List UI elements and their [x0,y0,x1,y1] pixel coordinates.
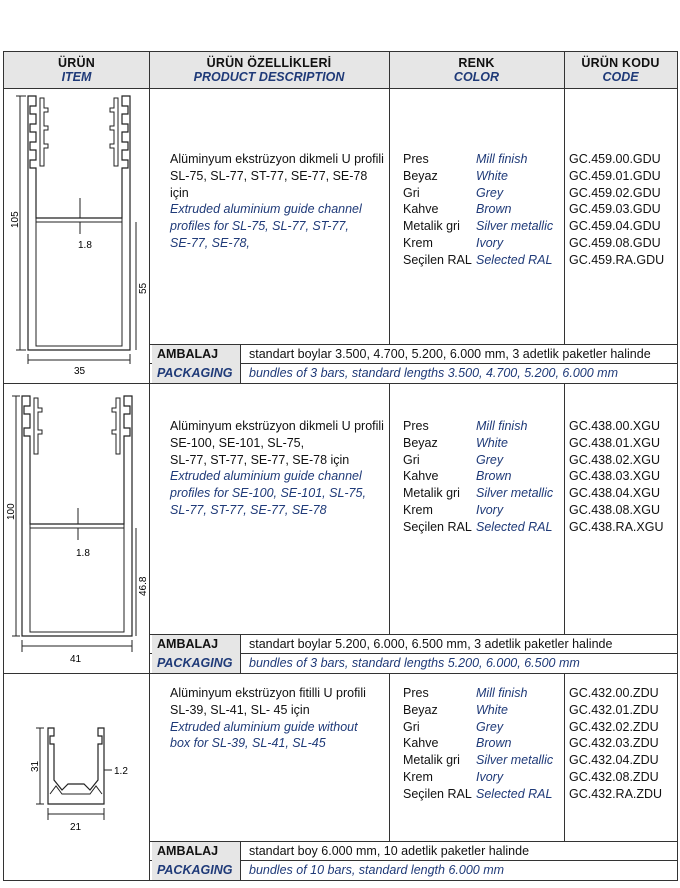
packaging-label-tr: AMBALAJ [152,345,240,364]
color-row [403,218,553,235]
desc-tr-line: Alüminyum ekstrüzyon dikmeli U profili [170,419,384,433]
color-en: Grey [476,719,504,734]
packaging-label-en: PACKAGING [152,861,240,880]
color-tr: Gri [403,185,420,200]
desc-en-line: profiles for SL-75, SL-77, ST-77, [170,219,349,234]
color-row [403,735,553,752]
product-code: GC.438.04.XGU [569,486,661,501]
color-tr: Beyaz [403,435,438,450]
dim-width-1: 35 [74,366,86,377]
dim-lower-1: 55 [138,282,149,294]
code-list-2 [569,418,663,536]
profile-drawing-3 [4,674,149,880]
dim-inner-1: 1.8 [78,240,92,251]
packaging-label-tr: AMBALAJ [152,635,240,654]
color-row [403,752,553,769]
dim-height-2: 100 [6,503,17,520]
color-en: Mill finish [476,419,528,433]
color-en: Brown [476,736,512,751]
header-code-tr: ÜRÜN KODU [581,56,660,70]
color-tr: Beyaz [403,702,438,717]
header-color [389,52,564,88]
color-en: Selected RAL [476,786,553,801]
desc-en-line: Extruded aluminium guide without [170,719,358,734]
product-code: GC.459.04.GDU [569,219,661,234]
packaging-text-tr: standart boylar 3.500, 4.700, 5.200, 6.000 mm, 3 adetlik paketler halinde [249,347,651,361]
header-desc-en: PRODUCT DESCRIPTION [193,70,345,84]
color-en: Mill finish [476,686,528,700]
desc-en-line: box for SL-39, SL-41, SL-45 [170,736,326,751]
color-row [403,468,553,485]
desc-tr-line: Alüminyum ekstrüzyon dikmeli U profili [170,152,384,166]
color-row [403,502,553,519]
color-en: Ivory [476,235,504,250]
color-row [403,685,553,702]
color-en: Silver metallic [476,486,554,501]
desc-tr-line: SL-39, SL-41, SL- 45 için [170,702,310,717]
header-item-tr: ÜRÜN [58,56,95,70]
color-tr: Krem [403,502,433,517]
product-code: GC.438.02.XGU [569,452,661,467]
desc-tr-line: SE-100, SE-101, SL-75, [170,435,305,450]
packaging-text-en: bundles of 10 bars, standard length 6.000 mm [249,863,505,877]
desc-tr-line: Alüminyum ekstrüzyon fitilli U profili [170,686,366,700]
color-tr: Kahve [403,469,439,484]
code-list-3 [569,685,662,803]
product-code: GC.432.04.ZDU [569,753,659,768]
dim-height-3: 31 [30,760,41,772]
product-code: GC.459.03.GDU [569,202,661,217]
header-code [564,52,677,88]
packaging-3 [152,842,677,880]
desc-en-line: SL-77, ST-77, SE-77, SE-78 [170,502,327,517]
desc-tr-line: SL-77, ST-77, SE-77, SE-78 için [170,452,350,467]
product-code: GC.432.03.ZDU [569,736,659,751]
color-tr: Pres [403,686,429,700]
description-3 [170,685,385,752]
packaging-2 [152,635,677,673]
product-code: GC.432.RA.ZDU [569,786,663,801]
color-tr: Seçilen RAL [403,519,472,534]
color-tr: Kahve [403,736,439,751]
header-item-en: ITEM [61,70,92,84]
color-row [403,452,553,469]
desc-en-line: Extruded aluminium guide channel [170,469,362,484]
product-code: GC.459.02.GDU [569,185,661,200]
desc-en-line: profiles for SE-100, SE-101, SL-75, [170,486,366,501]
profile-drawing-1 [4,88,149,384]
color-en: Selected RAL [476,519,553,534]
color-row [403,769,553,786]
header-item [4,52,149,88]
product-code: GC.438.03.XGU [569,469,661,484]
desc-tr-line: için [170,185,189,200]
color-list-1 [403,151,553,269]
color-row [403,485,553,502]
color-en: Ivory [476,769,504,784]
color-tr: Pres [403,152,429,166]
product-code: GC.438.RA.XGU [569,519,664,534]
color-tr: Gri [403,719,420,734]
color-row [403,418,553,435]
desc-en-line: Extruded aluminium guide channel [170,202,362,217]
color-tr: Metalik gri [403,219,460,234]
color-en: White [476,702,508,717]
product-code: GC.432.00.ZDU [569,686,659,700]
desc-en-line: SE-77, SE-78, [170,235,250,250]
color-row [403,252,553,269]
dim-height-1: 105 [10,211,21,228]
product-table [3,51,678,881]
description-1 [170,151,385,252]
dim-lower-2: 46.8 [138,576,149,596]
dim-width-2: 41 [70,654,82,665]
product-code: GC.438.00.XGU [569,419,661,433]
color-en: Silver metallic [476,219,554,234]
product-code: GC.459.08.GDU [569,235,661,250]
product-code: GC.459.00.GDU [569,152,661,166]
color-row [403,786,553,803]
packaging-label-en: PACKAGING [152,654,240,673]
code-list-1 [569,151,664,269]
profile-drawing-2 [4,384,149,674]
product-code: GC.438.01.XGU [569,435,661,450]
product-code: GC.432.02.ZDU [569,719,659,734]
color-en: Ivory [476,502,504,517]
packaging-label-tr: AMBALAJ [152,842,240,861]
color-row [403,168,553,185]
color-row [403,519,553,536]
color-tr: Kahve [403,202,439,217]
dim-width-3: 21 [70,822,82,833]
color-en: Brown [476,202,512,217]
packaging-label-en: PACKAGING [152,364,240,383]
color-tr: Seçilen RAL [403,252,472,267]
color-row [403,435,553,452]
product-code: GC.438.08.XGU [569,502,661,517]
header-color-en: COLOR [453,70,500,84]
packaging-text-en: bundles of 3 bars, standard lengths 3.500, 4.700, 5.200, 6.000 mm [249,366,619,380]
color-en: Silver metallic [476,753,554,768]
color-tr: Beyaz [403,168,438,183]
color-row [403,719,553,736]
color-list-2 [403,418,553,536]
color-row [403,201,553,218]
color-tr: Krem [403,235,433,250]
color-tr: Gri [403,452,420,467]
color-row [403,235,553,252]
color-en: Selected RAL [476,252,553,267]
product-code: GC.459.RA.GDU [569,252,665,267]
header-desc [149,52,389,88]
product-code: GC.432.01.ZDU [569,702,659,717]
color-row [403,151,553,168]
dim-inner-2: 1.8 [76,548,90,559]
color-en: Mill finish [476,152,528,166]
color-tr: Seçilen RAL [403,786,472,801]
color-list-3 [403,685,553,803]
color-tr: Pres [403,419,429,433]
packaging-text-tr: standart boylar 5.200, 6.000, 6.500 mm, 3 adetlik paketler halinde [249,637,613,651]
table-header [4,52,677,89]
color-en: Brown [476,469,512,484]
description-2 [170,418,385,519]
header-color-tr: RENK [458,56,495,70]
color-row [403,702,553,719]
color-tr: Metalik gri [403,753,460,768]
packaging-text-tr: standart boy 6.000 mm, 10 adetlik paketler halinde [249,844,530,858]
color-row [403,185,553,202]
header-desc-tr: ÜRÜN ÖZELLİKLERİ [206,56,332,70]
color-en: White [476,435,508,450]
product-code: GC.459.01.GDU [569,168,661,183]
color-tr: Krem [403,769,433,784]
packaging-text-en: bundles of 3 bars, standard lengths 5.200, 6.000, 6.500 mm [249,656,580,670]
color-tr: Metalik gri [403,486,460,501]
color-en: Grey [476,452,504,467]
color-en: Grey [476,185,504,200]
desc-tr-line: SL-75, SL-77, ST-77, SE-77, SE-78 [170,168,368,183]
header-code-en: CODE [602,70,639,84]
dim-inner-3: 1.2 [114,766,128,777]
packaging-1 [152,345,677,383]
color-en: White [476,168,508,183]
product-code: GC.432.08.ZDU [569,769,659,784]
